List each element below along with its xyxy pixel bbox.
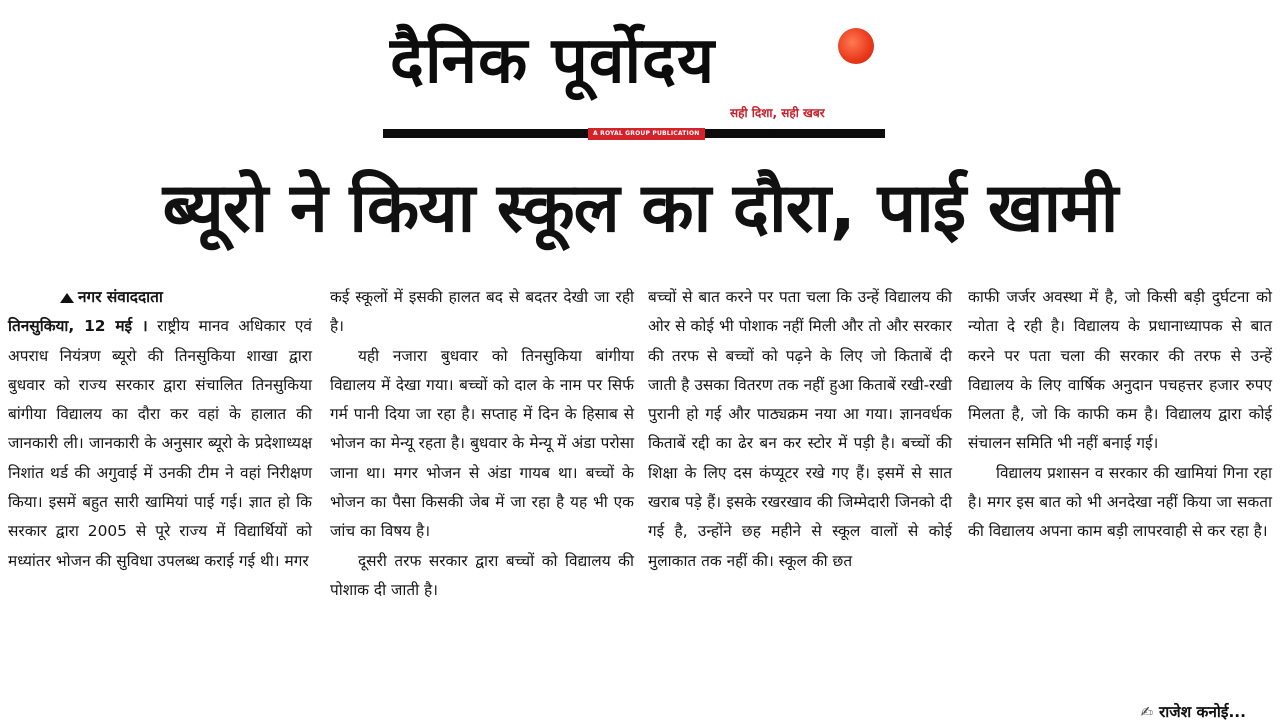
article-paragraph [8,312,312,576]
article-column-2 [330,283,634,703]
byline-text: नगर संवाददाता [78,288,163,306]
newspaper-tagline: सही दिशा, सही खबर [730,106,825,120]
reporter-name: राजेश कनोई... [1159,703,1246,721]
byline [8,283,312,312]
sun-logo-icon [838,28,874,64]
article-paragraph: दूसरी तरफ सरकार द्वारा बच्चों को विद्यालय की पोशाक दी जाती है। [330,551,634,599]
article-column-3 [648,283,952,703]
masthead [0,0,1280,150]
newspaper-title: दैनिक पूर्वोदय [390,24,716,98]
paragraph-text: राष्ट्रीय मानव अधिकार एवं अपराध नियंत्रण ब्यूरो की तिनसुकिया शाखा द्वारा बुधवार को राज्य सरकार द्वारा संचालित तिनसुकिया बांगीया विद्यालय का दौरा कर वहां के हालात की जानकारी ली। जानकारी के अनुसार ब्यूरो के प्रदेशाध्यक्ष निशांत थर्ड की अगुवाई में उनकी टीम ने वहां निरीक्षण किया। इसमें बहुत सारी खामियां पाई गई। ज्ञात हो कि सरकार द्वारा 2005 से पूरे राज्य में विद्यार्थियों को मध्यांतर भोजन की सुविधा उपलब्ध कराई गई थी। मगर [8,317,312,570]
pen-icon: ✍ [1140,703,1154,721]
article-paragraph: विद्यालय प्रशासन व सरकार की खामियां गिना रहा है। मगर इस बात को भी अनदेखा नहीं किया जा सकता की विद्यालय अपना काम बड़ी लापरवाही से कर रहा है। [968,463,1272,541]
reporter-signoff [1140,698,1246,726]
triangle-icon [60,293,74,303]
article-paragraph: यही नजारा बुधवार को तिनसुकिया बांगीया विद्यालय में देखा गया। बच्चों को दाल के नाम पर सिर्फ गर्म पानी दिया जा रहा है। सप्ताह में दिन के हिसाब से भोजन का मेन्यू रहता है। बुधवार के मेन्यू में अंडा परोसा जाना था। मगर भोजन से अंडा गायब था। बच्चों के भोजन का पैसा किसकी जेब में जा रहा है यह भी एक जांच का विषय है। [330,346,634,541]
publisher-label: A ROYAL GROUP PUBLICATION [588,128,705,140]
article-column-1 [8,283,312,703]
article-headline: ब्यूरो ने किया स्कूल का दौरा, पाई खामी [162,169,1118,248]
article-paragraph: काफी जर्जर अवस्था में है, जो किसी बड़ी दुर्घटना को न्योता दे रही है। विद्यालय के प्रधानाध्यापक से बात करने पर पता चला की सरकार की तरफ से उन्हें विद्यालय के लिए वार्षिक अनुदान पचहत्तर हजार रुपए मिलता है, जो कि काफी कम है। विद्यालय द्वारा कोई संचालन समिति भी नहीं बनाई गई। [968,288,1272,453]
article-column-4 [968,283,1272,703]
article-paragraph: कई स्कूलों में इसकी हालत बद से बदतर देखी जा रही है। [330,288,634,336]
dateline: तिनसुकिया, 12 मई । [8,317,148,336]
article-paragraph: बच्चों से बात करने पर पता चला कि उन्हें विद्यालय की ओर से कोई भी पोशाक नहीं मिली और तो और सरकार की तरफ से बच्चों को पढ़ने के लिए जो किताबें दी जाती है उसका वितरण तक नहीं हुआ किताबें रखी-रखी पुरानी हो गई और पाठ्यक्रम नया आ गया। ज्ञानवर्धक किताबें रद्दी का ढेर बन कर स्टोर में पड़ी है। बच्चों की शिक्षा के लिए दस कंप्यूटर रखे गए हैं। इसमें से सात खराब पड़े हैं। इसके रखरखाव की जिम्मेदारी जिनको दी गई है, उन्होंने छह महीने से स्कूल वालों से कोई मुलाकात तक नहीं की। स्कूल की छत [648,288,952,570]
